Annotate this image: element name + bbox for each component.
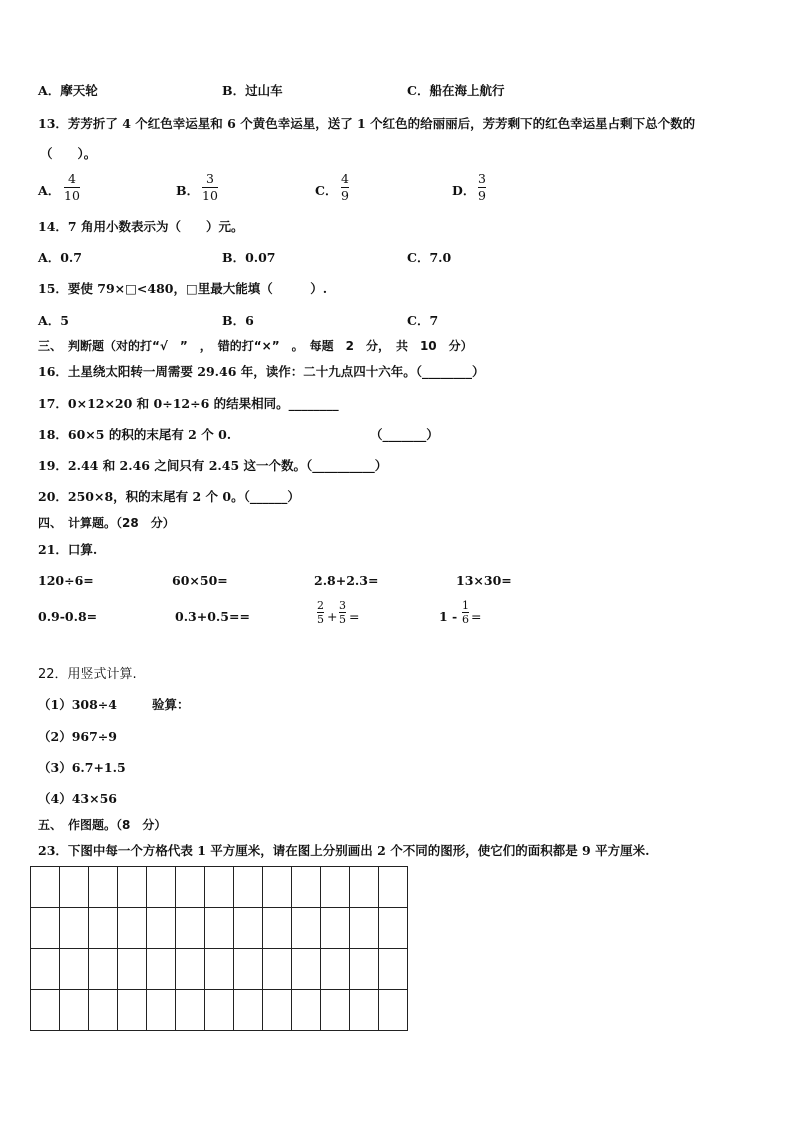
q21-item-5: 0.9-0.8= (38, 609, 98, 624)
q18-text: 18．60×5 的积的末尾有 2 个 0. (38, 427, 232, 442)
q15-option-c: C．7 (407, 313, 439, 328)
q21-item-3: 2.8+2.3= (314, 573, 379, 588)
q17-text: 17．0×12×20 和 0÷12÷6 的结果相同。________ (38, 396, 339, 411)
q22-part-2: （2）967÷9 (38, 729, 117, 744)
q12-option-a: A．摩天轮 (38, 83, 98, 98)
q13-option-c-label: C． (315, 183, 338, 198)
numerator: 4 (67, 171, 76, 186)
q21-item-1: 120÷6= (38, 573, 94, 588)
denominator: 6 (462, 613, 469, 626)
q12-option-b: B．过山车 (222, 83, 283, 98)
q14-option-b: B．0.07 (222, 250, 276, 265)
q15-option-a: A．5 (38, 313, 69, 328)
q21-equals-2: = (471, 609, 482, 624)
numerator: 4 (341, 171, 349, 186)
q21-plus: + (327, 609, 338, 624)
denominator: 5 (339, 613, 346, 626)
q13-text: 13．芳芳折了 4 个红色幸运星和 6 个黄色幸运星，送了 1 个红色的给丽丽后，芳芳剩下的红色幸运星占剩下总个数的 (38, 116, 696, 131)
grid-row (31, 990, 408, 1031)
denominator: 9 (478, 188, 486, 203)
q15-text: 15．要使 79×□<480，□里最大能填（ ）. (38, 281, 328, 296)
section-4-heading: 四、 计算题。（28 分） (38, 516, 175, 530)
q22-part-1: （1）308÷4 (38, 697, 117, 712)
q21-fraction-3-5 (339, 600, 346, 625)
q21-item-2: 60×50= (172, 573, 228, 588)
q13-option-b-fraction (202, 172, 218, 203)
q14-option-c: C．7.0 (407, 250, 452, 265)
q13-option-a-fraction (64, 172, 80, 203)
q23-text: 23．下图中每一个方格代表 1 平方厘米，请在图上分别画出 2 个不同的图形，使它们的面积都是 9 平方厘米. (38, 843, 650, 858)
denominator: 10 (64, 188, 80, 203)
q14-text: 14．7 角用小数表示为（ ）元。 (38, 219, 244, 234)
q13-option-c-fraction (341, 172, 349, 203)
q13-option-a-label: A． (38, 183, 61, 198)
denominator: 5 (317, 613, 324, 626)
section-5-heading: 五、 作图题。（8 分） (38, 818, 167, 832)
denominator: 10 (202, 188, 218, 203)
q21-one-minus: 1 - (439, 609, 458, 624)
q21-item-6: 0.3+0.5== (175, 609, 250, 624)
numerator: 3 (205, 171, 214, 186)
q13-cont: （ ）。 (40, 146, 97, 161)
q21-fraction-1-6 (462, 600, 469, 625)
numerator: 1 (462, 599, 469, 612)
q20-text: 20．250×8，积的末尾有 2 个 0。（______） (38, 489, 300, 504)
q21-title: 21．口算. (38, 542, 98, 557)
q12-option-c: C．船在海上航行 (407, 83, 505, 98)
q13-option-d-fraction (478, 172, 486, 203)
q22-part-3: （3）6.7+1.5 (38, 760, 126, 775)
q22-part-4: （4）43×56 (38, 791, 117, 806)
grid-row (31, 949, 408, 990)
numerator: 2 (317, 599, 324, 612)
q21-item-4: 13×30= (456, 573, 512, 588)
square-grid[interactable] (30, 866, 408, 1031)
section-3-heading: 三、 判断题（对的打“√ ” ， 错的打“×” 。 每题 2 分， 共 10 分） (38, 339, 473, 353)
q19-text: 19．2.44 和 2.46 之间只有 2.45 这一个数。（__________） (38, 458, 388, 473)
q22-title: 22．用竖式计算. (38, 667, 137, 682)
denominator: 9 (341, 188, 349, 203)
grid-row (31, 908, 408, 949)
q13-option-b-label: B． (176, 183, 200, 198)
q22-check-label: 验算： (152, 697, 190, 712)
numerator: 3 (339, 599, 346, 612)
q15-option-b: B．6 (222, 313, 254, 328)
q18-blank: （_______） (370, 427, 439, 442)
q21-fraction-2-5 (317, 600, 324, 625)
q21-equals-1: = (349, 609, 360, 624)
grid-row (31, 867, 408, 908)
q14-option-a: A．0.7 (38, 250, 82, 265)
q16-text: 16．土星绕太阳转一周需要 29.46 年，读作：二十九点四十六年。（________） (38, 364, 485, 379)
q13-option-d-label: D． (452, 183, 476, 198)
numerator: 3 (478, 171, 486, 186)
